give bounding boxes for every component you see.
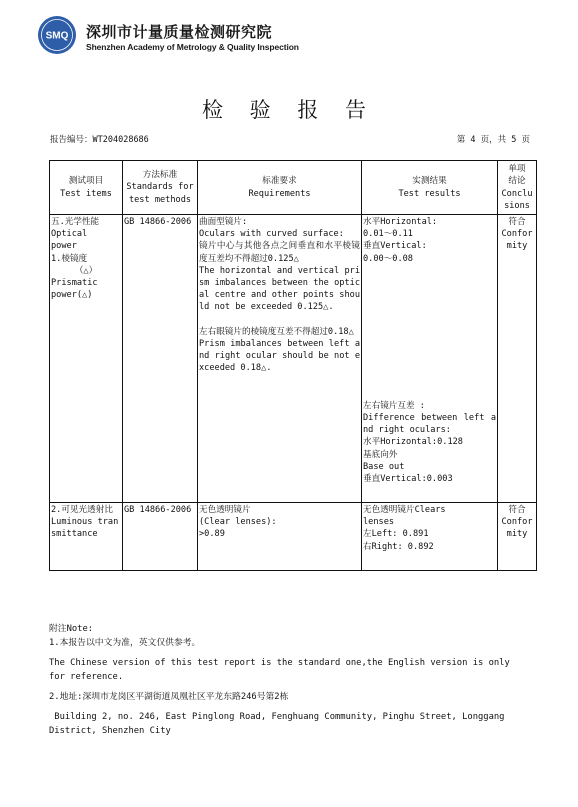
notes-section — [49, 622, 529, 738]
table-header-row — [50, 161, 537, 215]
page-indicator: 第 4 页，共 5 页 — [456, 135, 530, 145]
note-line: 2.地址:深圳市龙岗区平湖街道凤凰社区平龙东路246号第2栋 — [49, 692, 289, 702]
header-conclusions: 单项 结论 Conclu sions — [498, 161, 537, 215]
note-line: Building 2, no. 246, East Pinglong Road, Fenghuang Community, Pinghu Street, Longgang District, Shenzhen City — [49, 712, 510, 736]
row2-results: 无色透明镜片Clears lenses 左Left: 0.891 右Right: 0.892 — [362, 503, 498, 571]
table-row — [50, 215, 537, 503]
row1-requirements: 曲面型镜片: Oculars with curved surface: 镜片中心与其他各点之间垂直和水平棱镜度互差均不得超过0.125△ The horizontal and vertical prism imbalances between the optical centre and other points should not be exceeded 0.125△. 左右眼镜片的棱镜度互差不得超过0.18△ Prism imbalances between left and right ocular should be not exceeded 0.18△. — [198, 215, 362, 503]
row2-method: GB 14866-2006 — [123, 503, 198, 571]
smq-logo — [37, 15, 77, 55]
header-standards: 方法标准 Standards for test methods — [123, 161, 198, 215]
row2-requirements: 无色透明镜片 (Clear lenses): >0.89 — [198, 503, 362, 571]
row2-conclusion: 符合 Confor mity — [498, 503, 537, 571]
notes-title: 附注Note: — [49, 624, 94, 634]
row2-test-item: 2.可见光透射比 Luminous transmittance — [50, 503, 123, 571]
org-name-en: Shenzhen Academy of Metrology & Quality Inspection — [86, 42, 299, 52]
org-name-cn: 深圳市计量质量检测研究院 — [86, 23, 273, 41]
note-line: 1.本报告以中文为准，英文仅供参考。 — [49, 638, 201, 648]
header-requirements: 标准要求 Requirements — [198, 161, 362, 215]
page-title: 检 验 报 告 — [201, 98, 377, 122]
header-test-items: 测试项目 Test items — [50, 161, 123, 215]
report-number: 报告编号：WT204028686 — [50, 135, 149, 145]
header-test-results: 实测结果 Test results — [362, 161, 498, 215]
row1-results: 水平Horizontal: 0.01～0.11 垂直Vertical: 0.00～0.08 左右镜片互差 : Difference between left and right oculars: 水平Horizontal:0.128 基底向外 Base out 垂直Vertical:0.003 — [362, 215, 498, 503]
row1-conclusion: 符合 Confor mity — [498, 215, 537, 503]
note-line: The Chinese version of this test report is the standard one,the English version is only for reference. — [49, 658, 510, 682]
row1-test-item: 五.光学性能 Optical power 1.棱镜度 （△） Prismatic power(△) — [50, 215, 123, 503]
table-row — [50, 503, 537, 571]
row1-method: GB 14866-2006 — [123, 215, 198, 503]
test-results-table — [49, 160, 537, 571]
logo-text: SMQ — [45, 30, 69, 42]
